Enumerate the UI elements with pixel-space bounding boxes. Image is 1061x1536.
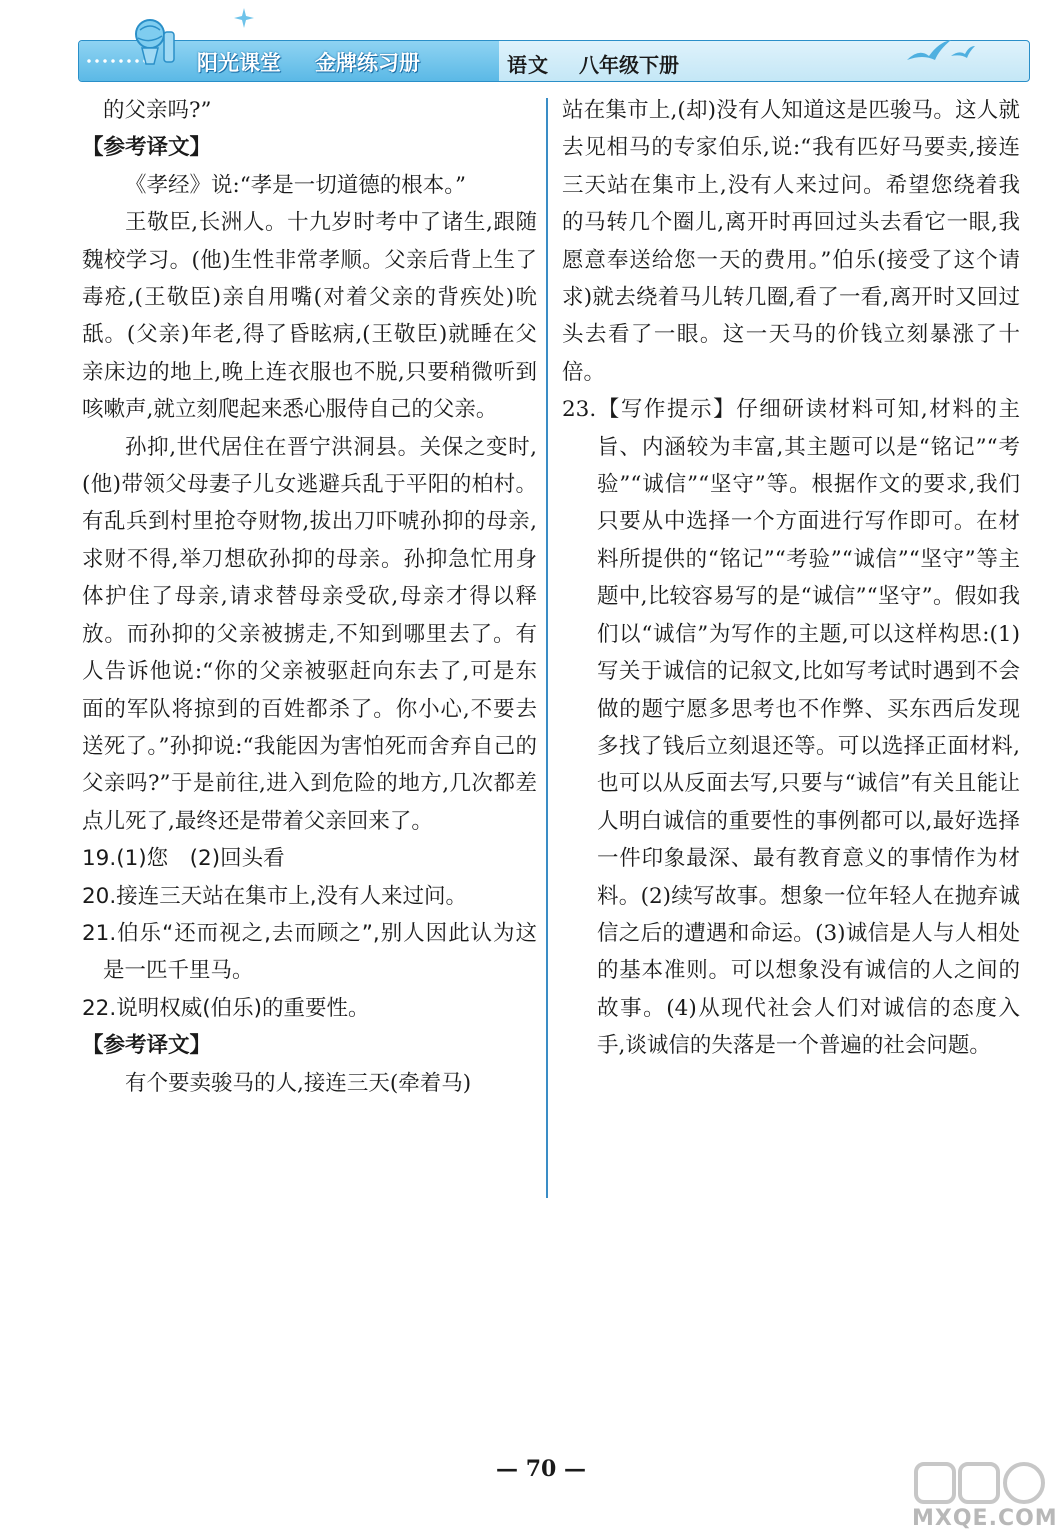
- answer-23-writing-tips: 23.【写作提示】仔细研读材料可知,材料的主旨、内涵较为丰富,其主题可以是“铭记”“考验”“诚信”“坚守”等。根据作文的要求,我们只要从中选择一个方面进行写作即可。在材料所提供的“铭记”“考验”“诚信”“坚守”等主题中,比较容易写的是“诚信”“坚守”。假如我们以“诚信”为写作的主题,可以这样构思:(1)写关于诚信的记叙文,比如写考试时遇到不会做的题宁愿多思考也不作弊、买东西后发现多找了钱后立刻退还等。可以选择正面材料,也可以从反面去写,只要与“诚信”有关且能让人明白诚信的重要性的事例都可以,最好选择一件印象最深、最有教育意义的事情作为材料。(2)续写故事。想象一位年轻人在抛弃诚信之后的遭遇和命运。(3)诚信是人与人相处的基本准则。可以想象没有诚信的人之间的故事。(4)从现代社会人们对诚信的态度入手,谈诚信的失落是一个普遍的社会问题。: [562, 397, 1020, 1059]
- page-number: — 70 —: [496, 1456, 586, 1482]
- answer-19: 19.(1)您 (2)回头看: [82, 846, 285, 872]
- paragraph-horse-start: 有个要卖骏马的人,接连三天(牵着马): [125, 1070, 472, 1096]
- watermark-text: MXQE.COM: [912, 1506, 1058, 1531]
- left-column: [82, 92, 537, 1102]
- answer-20: 20.接连三天站在集市上,没有人来过问。: [82, 883, 468, 909]
- right-column: [562, 92, 1020, 1065]
- paragraph-wangjingchen: 王敬臣,长洲人。十九岁时考中了诸生,跟随魏校学习。(他)生性非常孝顺。父亲后背上生了毒疮,(王敬臣)亲自用嘴(对着父亲的背疾处)吮舐。(父亲)年老,得了昏眩病,(王敬臣)就睡在父亲床边的地上,晚上连衣服也不脱,只要稍微听到咳嗽声,就立刻爬起来悉心服侍自己的父亲。: [82, 210, 537, 423]
- series-title-2: 金牌练习册: [315, 51, 420, 75]
- series-title-1: 阳光课堂: [197, 51, 281, 75]
- paragraph-horse-continued: 站在集市上,(却)没有人知道这是匹骏马。这人就去见相马的专家伯乐,说:“我有匹好马要卖,接连三天站在集市上,没有人来过问。希望您绕着我的马转几个圈儿,离开时再回过头去看它一眼,我愿意奉送给您一天的费用。”伯乐(接受了这个请求)就去绕着马儿转几圈,看了一看,离开时又回过头去看了一眼。这一天马的价钱立刻暴涨了十倍。: [562, 98, 1020, 385]
- quote-xiaojing: 《孝经》说:“孝是一切道德的根本。”: [125, 172, 466, 198]
- sparkle-icon: [234, 8, 254, 28]
- seagulls-icon: [905, 30, 975, 70]
- paragraph-sunyi: 孙抑,世代居住在晋宁洪洞县。关保之变时,(他)带领父母妻子儿女逃避兵乱于平阳的柏村。有乱兵到村里抢夺财物,拔出刀吓唬孙抑的母亲,求财不得,举刀想砍孙抑的母亲。孙抑急忙用身体护住了母亲,请求替母亲受砍,母亲才得以释放。而孙抑的父亲被掳走,不知到哪里去了。有人告诉他说:“你的父亲被驱赶向东去了,可是东面的军队将掠到的百姓都杀了。你小心,不要去送死了。”孙抑说:“我能因为害怕死而舍弃自己的父亲吗?”于是前往,进入到危险的地方,几次都差点儿死了,最终还是带着父亲回来了。: [82, 434, 537, 834]
- subject-label: 语文: [507, 53, 549, 77]
- section-heading-translation-2: 【参考译文】: [82, 1033, 212, 1059]
- globe-mascot-icon: [128, 12, 188, 72]
- section-heading-translation: 【参考译文】: [82, 135, 212, 161]
- answer-22: 22.说明权威(伯乐)的重要性。: [82, 995, 370, 1021]
- grade-label: 八年级下册: [579, 53, 679, 77]
- column-divider: [546, 98, 548, 1198]
- continued-line: 的父亲吗?”: [103, 98, 212, 123]
- answer-21: 21.伯乐“还而视之,去而顾之”,别人因此认为这是一匹千里马。: [82, 920, 537, 984]
- page-header: [78, 40, 1030, 82]
